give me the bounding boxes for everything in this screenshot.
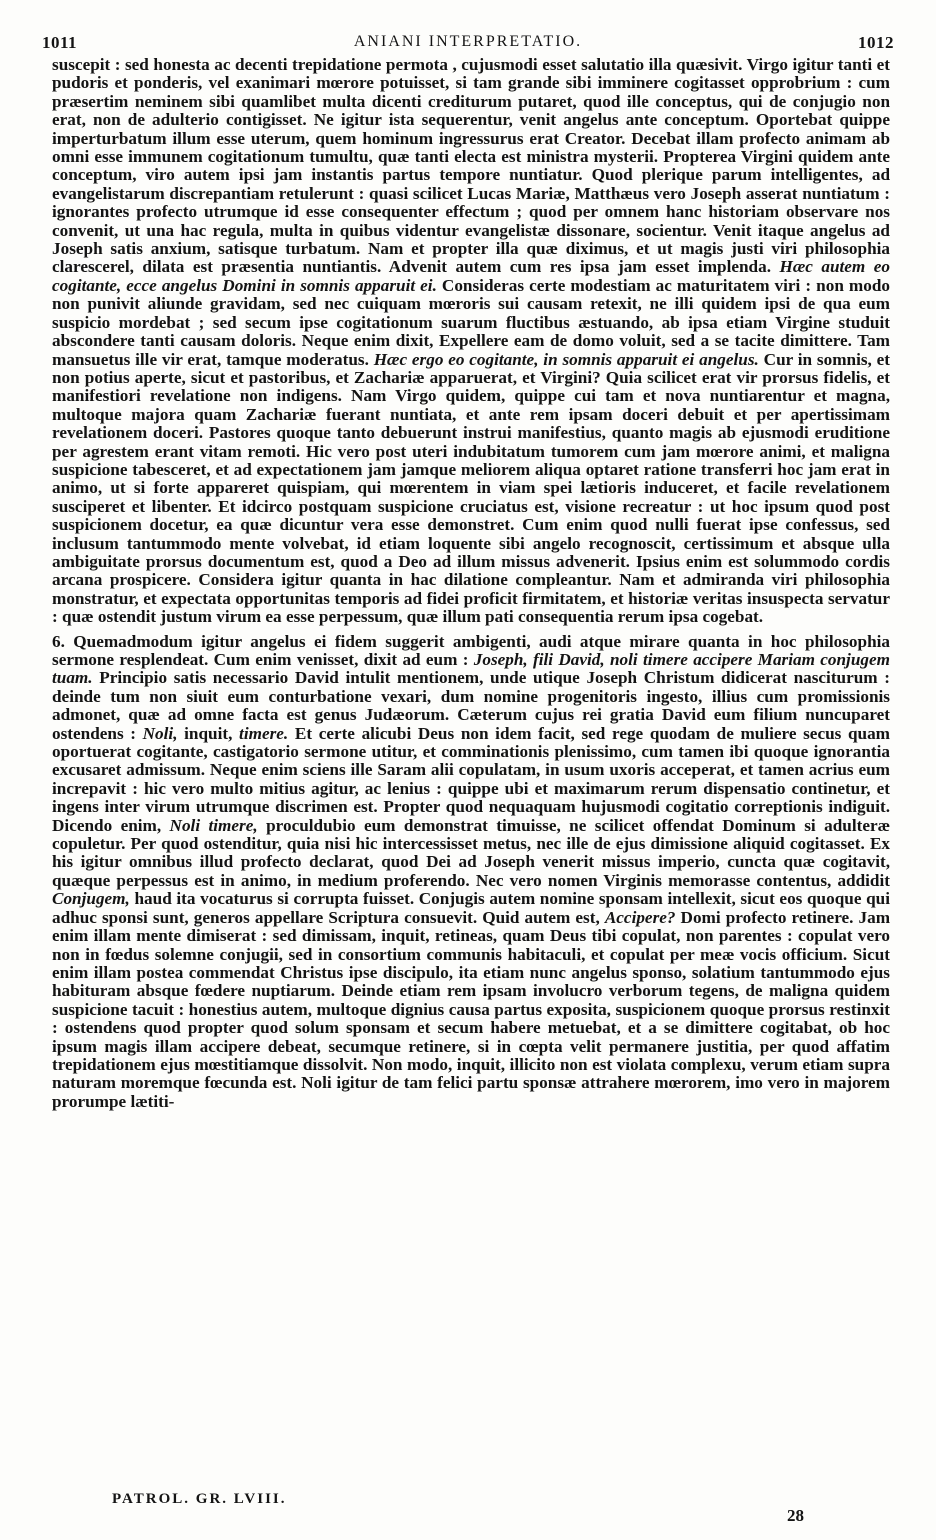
- paragraph: [52, 633, 890, 1112]
- column-number-right: 1012: [858, 33, 894, 52]
- text-run: Et certe alicubi Deus non idem facit, sed rege quodam de muliere secus quam oportuerat cogitante, castigatorio sermone utitur, et comminationis plenissimo, cum tamen ibi quoque ignorantia excusaret admissum. Neque enim sciens ille Saram alii copulatam, in usum uxoris acceperat, et tamen acrius eum increpavit : hic vero multo mitius agitur, ac lenius : quippe ubi et maximarum rerum dispensatio continetur, et ingens inter virum utrumque discrimen est. Propter quod nequaquam hujusmodi cogitatio correptionis indiguit. Dicendo enim,: [52, 723, 890, 835]
- sheet-number: 28: [787, 1506, 804, 1525]
- scripture-quote: Noli timere,: [169, 815, 258, 835]
- paragraph: [52, 56, 890, 627]
- scripture-quote: Accipere?: [604, 907, 676, 927]
- text-run: Cur in somnis, et non potius aperte, sicut et pastoribus, et Zachariæ apparuerat, et Virgini? Quia scilicet erat vir prorsus fidelis, et manifestiori revelatione non indigens. Nam Virgo quidem, quippe cui tam et nova nuntiarentur et magna, multoque majora quam Zachariæ fuerant nuntiata, et ante rem ipsam doceri debuit et per apertissimam revelationem doceri. Pastores quoque tanto debuerunt instrui manifestius, quanto magis ab ejusmodi eruditione per agrestem erant vitam remoti. Hic vero post uteri indubitatum tumorem cum jam mœrore animi, et maligna suspicione tabesceret, et ad expectationem jam jamque meliorem aliqua optaret ratione transferri hoc jam erat in animo, ut si forte appareret quispiam, qui mœrentem in viam spei lætioris induceret, et facile revelationem susciperet et libenter. Et idcirco postquam suspicione cruciatus est, visione recreatur : ut hoc ipsum quod post suspicionem docetur, ea quæ dicuntur vera esse demonstret. Cum enim quod nulli fuerat ipse confessus, sed inclusum tantummodo mente volvebat, id etiam loquente sibi angelo recognoscit, certissimum et absque ulla ambiguitate prorsus documentum est, quod a Deo ad illum missus advenerit. Ipsius enim est solummodo cordis arcana prospicere. Considera igitur quanta in hac dilatione compleantur. Nam et admiranda viri philosophia monstratur, et expectata opportunitas temporis ad fidei proficit firmitatem, et historiæ veritas insuspecta servatur : quæ ostendit justum virum ea esse perpessum, quæ illum pati consequentia rerum ipsa cogebat.: [52, 349, 890, 627]
- text-run: 6. Quemadmodum igitur angelus ei fidem suggerit ambigenti, audi atque mirare quanta in hoc philosophia sermone resplendeat. Cum enim venisset, dixit ad eum :: [52, 631, 890, 669]
- footer-signature: PATROL. GR. LVIII.: [112, 1491, 287, 1507]
- running-title: ANIANI INTERPRETATIO.: [353, 33, 583, 50]
- text-run: proculdubio eum demonstrat timuisse, ne scilicet offendat Dominum si adulteræ copuletur. Per quod ostenditur, quia nisi hic intercessisset metus, nec ille de ejus dimissione aliquid cogitasset. Ex his igitur omnibus illud profecto declarat, quod Dei ad Joseph venerit missus imperio, cuncta quæ cogitavit, quæque perpessus est in animo, in medium proferendo. Nec vero nomen Virginis memorasse contentus, addidit: [52, 815, 890, 890]
- scripture-quote: Noli,: [142, 723, 178, 743]
- scripture-quote: Hæc autem eo cogitante, ecce angelus Domini in somnis apparuit ei.: [52, 257, 890, 295]
- text-run: Consideras certe modestiam ac maturitatem viri : non modo non punivit aliunde gravidam, sed nec cuiquam mœroris sui causam retexit, ne illi quidem ipsi de qua eum suspicio mordebat ; sed secum ipse cogitationum suarum fluctibus æstuando, ab ipsa etiam Virgine studuit abscondere tanti causam doloris. Neque enim dixit, Expellere eam de domo voluit, sed a se tacite dimittere. Tam mansuetus ille vir erat, tamque moderatus.: [52, 275, 890, 369]
- text-run: haud ita vocaturus si corrupta fuisset. Conjugis autem nomine sponsam intellexit, sicut eos quoque qui adhuc sponsi sunt, generos appellare Scriptura consuevit. Quid autem est,: [52, 889, 890, 927]
- main-text: [52, 56, 890, 1111]
- text-run: suscepit : sed honesta ac decenti trepidatione permota , cujusmodi esset salutatio illa quæsivit. Virgo igitur tanti et pudoris et ponderis, vel exanimari mœrore potuisset, si tam grande sibi imminere cogitasset opprobrium : cum præsertim neminem sibi quamlibet multa dicenti crediturum putaret, quod ille conceptus, qui de conjugio non erat, non de adulterio contigisset. Ne igitur ista sequerentur, venit angelus ante conceptum. Oportebat quippe imperturbatum illum esse uterum, quem hominum ingressurus erat Creator. Decebat illam profecto animam ab omni esse immunem cogitationum tumultu, quæ tanti electa est ministra mysterii. Propterea Virgini quidem ante conceptum, viro autem ipsi jam instantis partus tempore nuntiatur. Quod plerique parum intelligentes, ad evangelistarum discrepantiam retulerunt : quasi scilicet Lucas Mariæ, Matthæus vero Joseph asserat nuntiatum : ignorantes profecto utrumque id esse consequenter effectum ; quod per omnem hanc historiam observare nos convenit, ut una hac regula, multa in quibus videntur evangelistæ dissonare, socientur. Venit itaque angelus ad Joseph satis anxium, satisque turbatum. Nam et propter illa quæ diximus, et ut magis justi viri philosophia clarescerel, dilata est præsentia nuntiantis. Advenit autem cum res ipsa jam esset implenda.: [52, 55, 890, 277]
- text-run: inquit,: [177, 723, 240, 743]
- scripture-quote: Joseph, fili David, noli timere accipere Mariam conjugem tuam.: [52, 650, 890, 688]
- text-run: Domi profecto retinere. Jam enim illam mente dimiserat : sed dimissam, inquit, retineas, quam Deus tibi copulat, non parentes : copulat vero non in fœdus solemne conjugii, sed in consortium communis habitaculi, et copulat per meæ vocis officium. Sicut enim illam postea commendat Christus ipse discipulo, ita etiam nunc angelus sponso, solatium tantummodo ejus habituram absque fœdere nuptiarum. Deinde etiam rem ipsam involucro verborum tegens, de maligna quidem suspicione tacuit : honestius autem, multoque dignius causa partus exposita, suspicionem quoque prorsus restinxit : ostendens quod propter quod solum sponsam et secum habere metuebat, et a se dimittere cogitabat, ob hoc ipsum magis illam accipere debeat, secumque retinere, si in cœpta velit permanere justitia, per quod affatim trepidationem ejus mœstitiamque dissolvit. Non modo, inquit, illicito non est violata complexu, verum etiam supra naturam moremque fœcunda est. Noli igitur de tam felici partu sponsæ attrahere mœrorem, imo vero in majorem prorumpe lætiti-: [52, 907, 891, 1111]
- scripture-quote: timere.: [239, 723, 289, 743]
- scripture-quote: Conjugem,: [52, 889, 130, 909]
- text-run: Principio satis necessario David intulit mentionem, unde utique Joseph Christum didicerat nasciturum : deinde tum non siuit eum conturbatione vexari, dum nomine progenitoris ingesto, illius cum promissionis admonet, quæ ad omne facta est genus Judæorum. Cæterum cujus rei gratia David eum filium nuncuparet ostendens :: [52, 668, 890, 743]
- scripture-quote: Hæc ergo eo cogitante, in somnis apparuit ei angelus.: [373, 349, 759, 369]
- column-number-left: 1011: [42, 33, 78, 52]
